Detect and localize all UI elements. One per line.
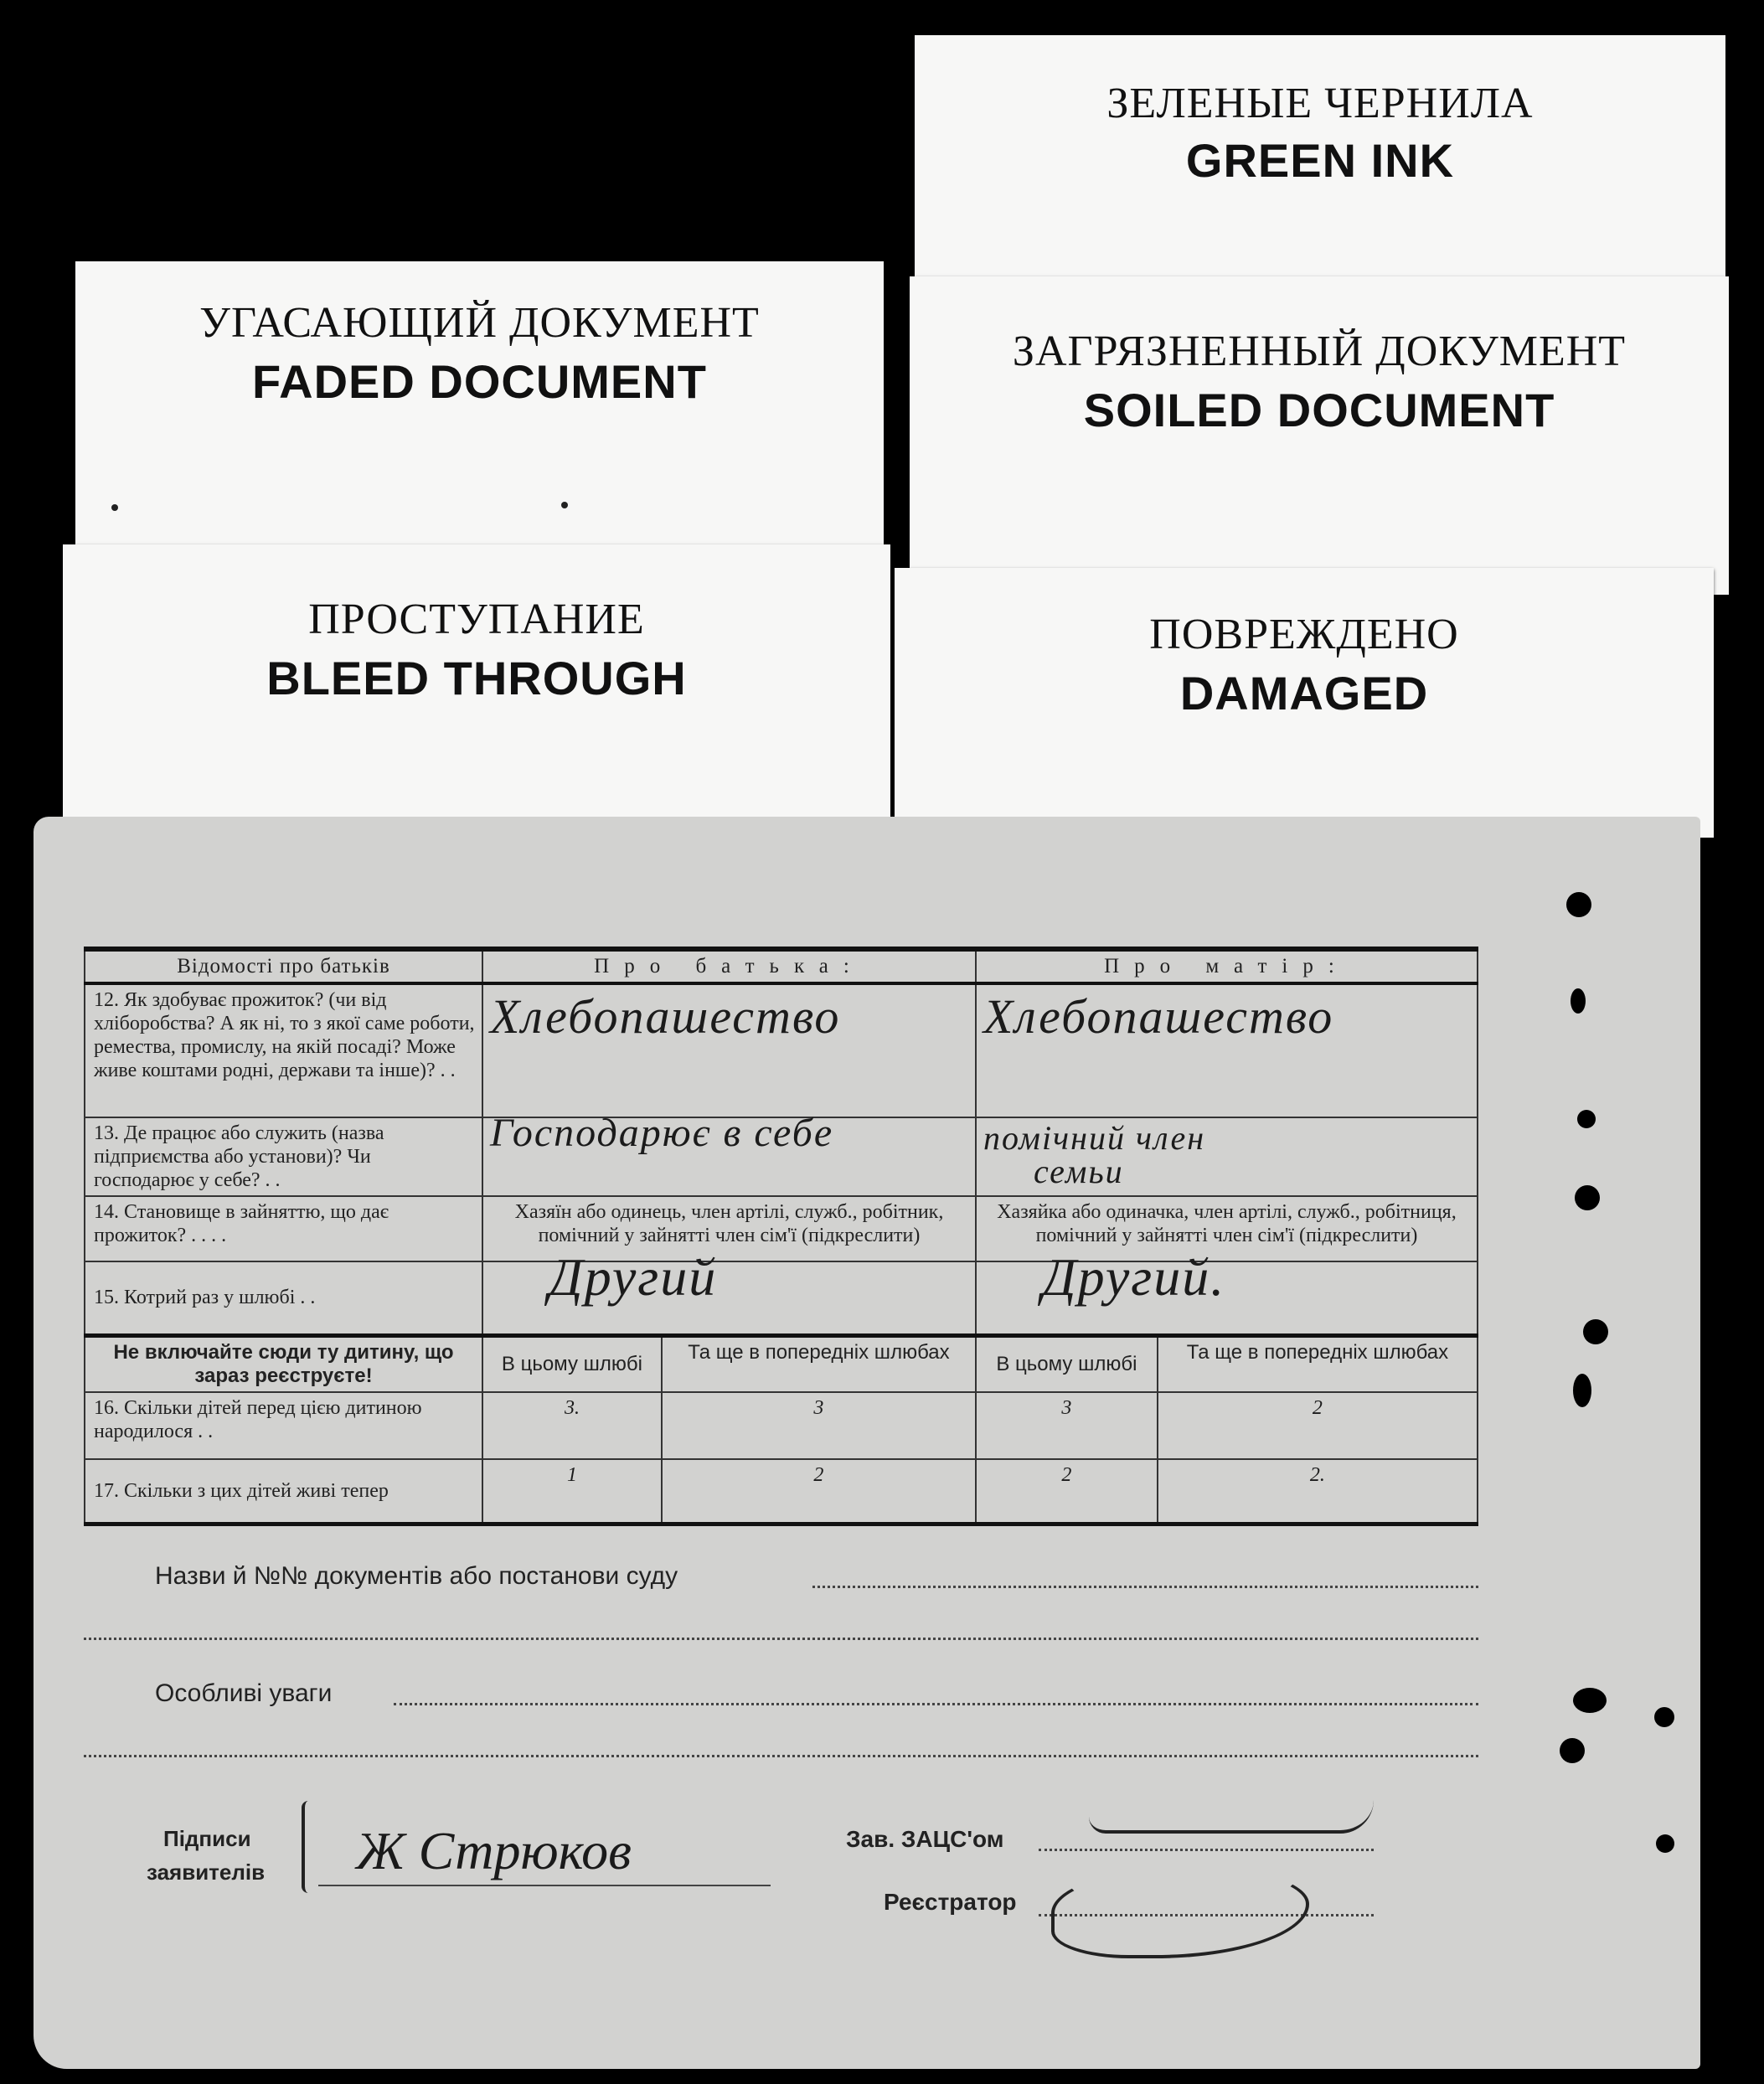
- head-signature-mark: [1089, 1797, 1374, 1834]
- q16-text: 16. Скільки дітей перед цією дитиною народилося . .: [85, 1392, 482, 1459]
- q14-father-options: Хазяїн або одинець, член артілі, служб., робітник, помічний у зайнятті член сім'ї (підкреслити): [482, 1196, 976, 1261]
- green-ink-en: GREEN INK: [1185, 134, 1455, 187]
- q17-mother-this: 2: [976, 1459, 1158, 1524]
- q12-text: 12. Як здобуває прожиток? (чи від хліборобства? А як ні, то з якої саме роботи, ремества, промислу, на якій посаді? Може живе коштами родні, держави та інше)? . .: [85, 983, 482, 1117]
- signatures-label-2: заявителів: [147, 1860, 266, 1885]
- punch-hole: [1575, 1185, 1600, 1210]
- punch-hole: [1571, 988, 1586, 1014]
- faded-document-ru: УГАСАЮЩИЙ ДОКУМЕНТ: [199, 299, 760, 347]
- bleed-through-ru: ПРОСТУПАНИЕ: [308, 596, 645, 643]
- head-label: Зав. ЗАЦС'ом: [846, 1826, 1004, 1852]
- punch-hole: [1656, 1834, 1674, 1853]
- q16-mother-prev: 2: [1158, 1392, 1478, 1459]
- q13-mother-cell: [976, 1117, 1478, 1196]
- q15-father-cell: [482, 1247, 976, 1335]
- documents-line-1: [812, 1586, 1478, 1588]
- bleed-through-en: BLEED THROUGH: [266, 652, 687, 704]
- soiled-document-ru: ЗАГРЯЗНЕННЫЙ ДОКУМЕНТ: [1012, 328, 1627, 375]
- header-father: Про батька:: [482, 949, 976, 983]
- q12-father-cell: [482, 983, 976, 1117]
- registrar-label: Реєстратор: [884, 1889, 1017, 1915]
- q15-text: 15. Котрий раз у шлюбі . .: [85, 1261, 482, 1335]
- damaged-card: [895, 568, 1714, 838]
- faded-document-en: FADED DOCUMENT: [252, 355, 707, 408]
- remarks-line-2: [84, 1755, 1478, 1757]
- mother-prev-marriages-header: Та ще в попередніх шлюбах: [1158, 1335, 1478, 1392]
- q13-text: 13. Де працює або служить (назва підприємства або установи)? Чи господарює у себе? . .: [85, 1117, 482, 1196]
- punch-hole: [1566, 892, 1591, 917]
- mother-this-marriage-header: В цьому шлюбі: [976, 1335, 1158, 1392]
- punch-hole: [1654, 1707, 1674, 1727]
- header-parents-info: Відомості про батьків: [85, 949, 482, 983]
- q12-mother-answer: Хлебопашество: [983, 989, 1334, 1044]
- q17-father-prev: 2: [662, 1459, 976, 1524]
- registration-form-page: [34, 817, 1700, 2069]
- signatures-brace: [302, 1801, 315, 1893]
- remarks-label: Особливі уваги: [155, 1679, 333, 1707]
- head-signature-line: [1039, 1849, 1374, 1851]
- bleed-through-card: [63, 544, 890, 833]
- q13-mother-answer-line2: семьи: [1033, 1153, 1124, 1190]
- father-this-marriage-header: В цьому шлюбі: [482, 1335, 662, 1392]
- punch-hole: [1577, 1110, 1596, 1128]
- q14-text: 14. Становище в зайняттю, що дає прожиток? . . . .: [85, 1196, 482, 1261]
- punch-hole: [1573, 1688, 1607, 1713]
- q17-mother-prev: 2.: [1158, 1459, 1478, 1524]
- q16-father-this: 3.: [482, 1392, 662, 1459]
- green-ink-ru: ЗЕЛЕНЫЕ ЧЕРНИЛА: [1106, 80, 1534, 127]
- q16-mother-this: 3: [976, 1392, 1158, 1459]
- parents-info-table: [84, 947, 1478, 1526]
- documents-line-2: [84, 1638, 1478, 1640]
- q16-father-prev: 3: [662, 1392, 976, 1459]
- documents-label: Назви й №№ документів або постанови суду: [155, 1562, 678, 1590]
- signatures-label-1: Підписи: [163, 1826, 251, 1851]
- punch-hole: [1560, 1738, 1585, 1763]
- punch-hole: [1583, 1319, 1608, 1344]
- soiled-document-en: SOILED DOCUMENT: [1083, 384, 1555, 436]
- q14-mother-options: Хазяйка або одиначка, член артілі, служб., робітниця, помічний у зайнятті член сім'ї (підкреслити): [976, 1196, 1478, 1261]
- damaged-ru: ПОВРЕЖДЕНО: [1149, 611, 1459, 658]
- soiled-document-card: [910, 276, 1729, 595]
- punch-hole: [1573, 1374, 1591, 1407]
- q15-father-answer: Другий: [549, 1247, 718, 1307]
- q15-mother-cell: [976, 1247, 1478, 1335]
- q17-text: 17. Скільки з цих дітей живі тепер: [85, 1459, 482, 1524]
- applicant-signature-line: [318, 1885, 771, 1886]
- registrar-signature-mark: [1051, 1868, 1309, 1958]
- header-mother: Про матір:: [976, 949, 1478, 983]
- q12-mother-cell: [976, 983, 1478, 1117]
- q15-mother-answer: Другий.: [1041, 1247, 1226, 1307]
- q13-mother-answer-line1: помічний член: [983, 1119, 1206, 1157]
- damaged-en: DAMAGED: [1179, 667, 1429, 720]
- faded-document-card: [75, 261, 884, 592]
- remarks-line-1: [394, 1703, 1478, 1705]
- q17-father-this: 1: [482, 1459, 662, 1524]
- applicant-signature: Ж Стрюков: [356, 1821, 632, 1880]
- q13-father-answer: Господарює в себе: [490, 1111, 834, 1155]
- q12-father-answer: Хлебопашество: [490, 989, 841, 1044]
- green-ink-card: [915, 35, 1725, 297]
- children-note: Не включайте сюди ту дитину, що зараз реєструєте!: [85, 1335, 482, 1392]
- q13-father-cell: [482, 1111, 976, 1196]
- father-prev-marriages-header: Та ще в попередніх шлюбах: [662, 1335, 976, 1392]
